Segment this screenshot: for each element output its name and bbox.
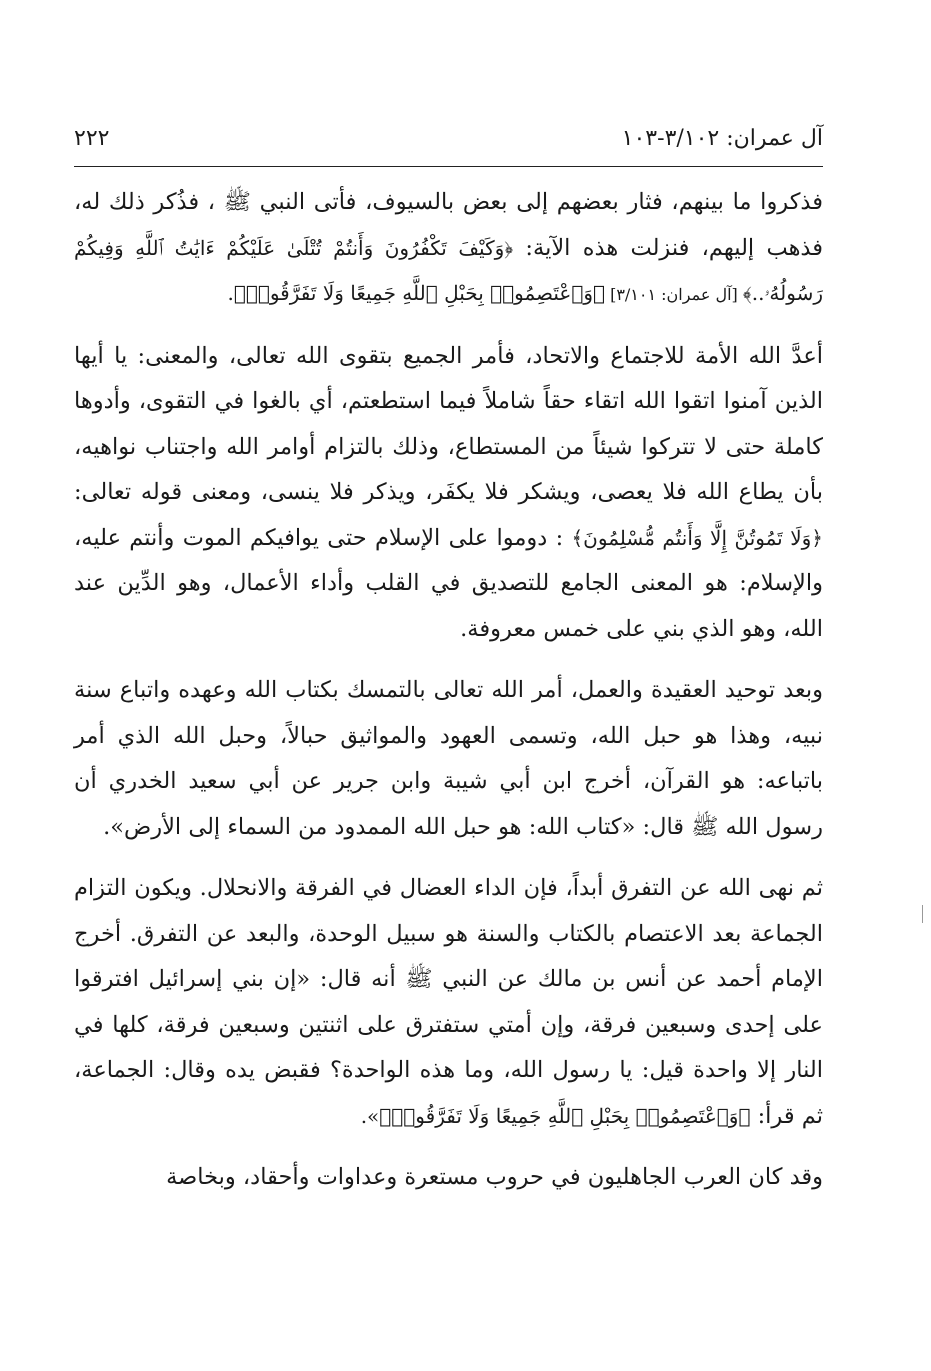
header-rule [74, 166, 823, 167]
paragraph-text: وقد كان العرب الجاهليون في حروب مستعرة وعداوات وأحقاد، وبخاصة [166, 1164, 823, 1190]
surah-citation: [آل عمران: ٣/١٠١] [604, 285, 743, 304]
quran-quote: ﴿وَٱعْتَصِمُوا۟ بِحَبْلِ ٱللَّهِ جَمِيعًا وَلَا تَفَرَّقُوا۟﴾». [360, 1103, 751, 1128]
paragraph-text: : دوموا على الإسلام حتى يوافيكم الموت وأنتم عليه، والإسلام: هو المعنى الجامع للتصديق في القلب وأداء الأعمال، وهو الدِّين عند الله، وهو الذي بني على خمس معروفة. [74, 524, 823, 642]
paragraph-text: وبعد توحيد العقيدة والعمل، أمر الله تعالى بالتمسك بكتاب الله وعهده واتباع سنة نبيه، وهذا هو حبل الله، وتسمى العهود والمواثيق حبالاً، وحبل الله الذي أمر باتباعه: هو القرآن، أخرج ابن أبي شيبة وابن جرير عن أبي سعيد الخدري أن رسول الله ﷺ قال: «كتاب الله: هو حبل الله الممدود من السماء إلى الأرض». [74, 677, 823, 840]
chapter-verse-heading: آل عمران: ٣/١٠٢-١٠٣ [621, 125, 823, 151]
quran-quote: ﴿وَكَيْفَ تَكْفُرُونَ وَأَنتُمْ تُتْلَىٰ عَلَيْكُمْ ءَايَٰتُ ٱللَّهِ وَفِيكُمْ رَسُولُهُۥ..﴾ [74, 235, 823, 305]
page-number: ٢٢٢ [74, 125, 110, 151]
running-header [74, 118, 823, 158]
paragraph [74, 866, 823, 1139]
paragraph [74, 334, 823, 653]
body-text [74, 180, 823, 1201]
paragraph-text: أعدَّ الله الأمة للاجتماع والاتحاد، فأمر الجميع بتقوى الله تعالى، والمعنى: يا أيها الذين آمنوا اتقوا الله اتقاء حقاً شاملاً فيما استطعتم، أي بالغوا في التقوى، وأدوها كاملة حتى لا تتركوا شيئاً من المستطاع، وذلك بالتزام أوامر الله واجتناب نواهيه، بأن يطاع الله فلا يعصى، ويشكر فلا يكفَر، ويذكر فلا ينسى، ومعنى قوله تعالى: [74, 342, 823, 505]
scan-mark [922, 905, 923, 923]
quran-quote: ﴿وَلَا تَمُوتُنَّ إِلَّا وَأَنتُم مُّسْلِمُونَ﴾ [571, 525, 824, 550]
paragraph-text: ثم نهى الله عن التفرق أبداً، فإن الداء العضال في الفرقة والانحلال. ويكون التزام الجماعة بعد الاعتصام بالكتاب والسنة هو سبيل الوحدة، والبعد عن التفرق. أخرج الإمام أحمد عن أنس بن مالك عن النبي ﷺ أنه قال: «إن بني إسرائيل افترقوا على إحدى وسبعين فرقة، وإن أمتي ستفترق على اثنتين وسبعين فرقة، كلها في النار إلا واحدة قيل: يا رسول الله، وما هذه الواحدة؟ فقبض يده وقال: الجماعة، ثم قرأ: [74, 875, 823, 1129]
quran-quote: ﴿وَٱعْتَصِمُوا۟ بِحَبْلِ ٱللَّهِ جَمِيعًا وَلَا تَفَرَّقُوا۟﴾. [227, 281, 605, 305]
paragraph [74, 668, 823, 850]
paragraph [74, 1155, 823, 1201]
paragraph-text: فذكروا ما بينهم، فثار بعضهم إلى بعض بالسيوف، فأتى النبي ﷺ ، فذُكر ذلك له، فذهب إليهم، فنزلت هذه الآية: [74, 189, 823, 261]
paragraph [74, 180, 823, 318]
